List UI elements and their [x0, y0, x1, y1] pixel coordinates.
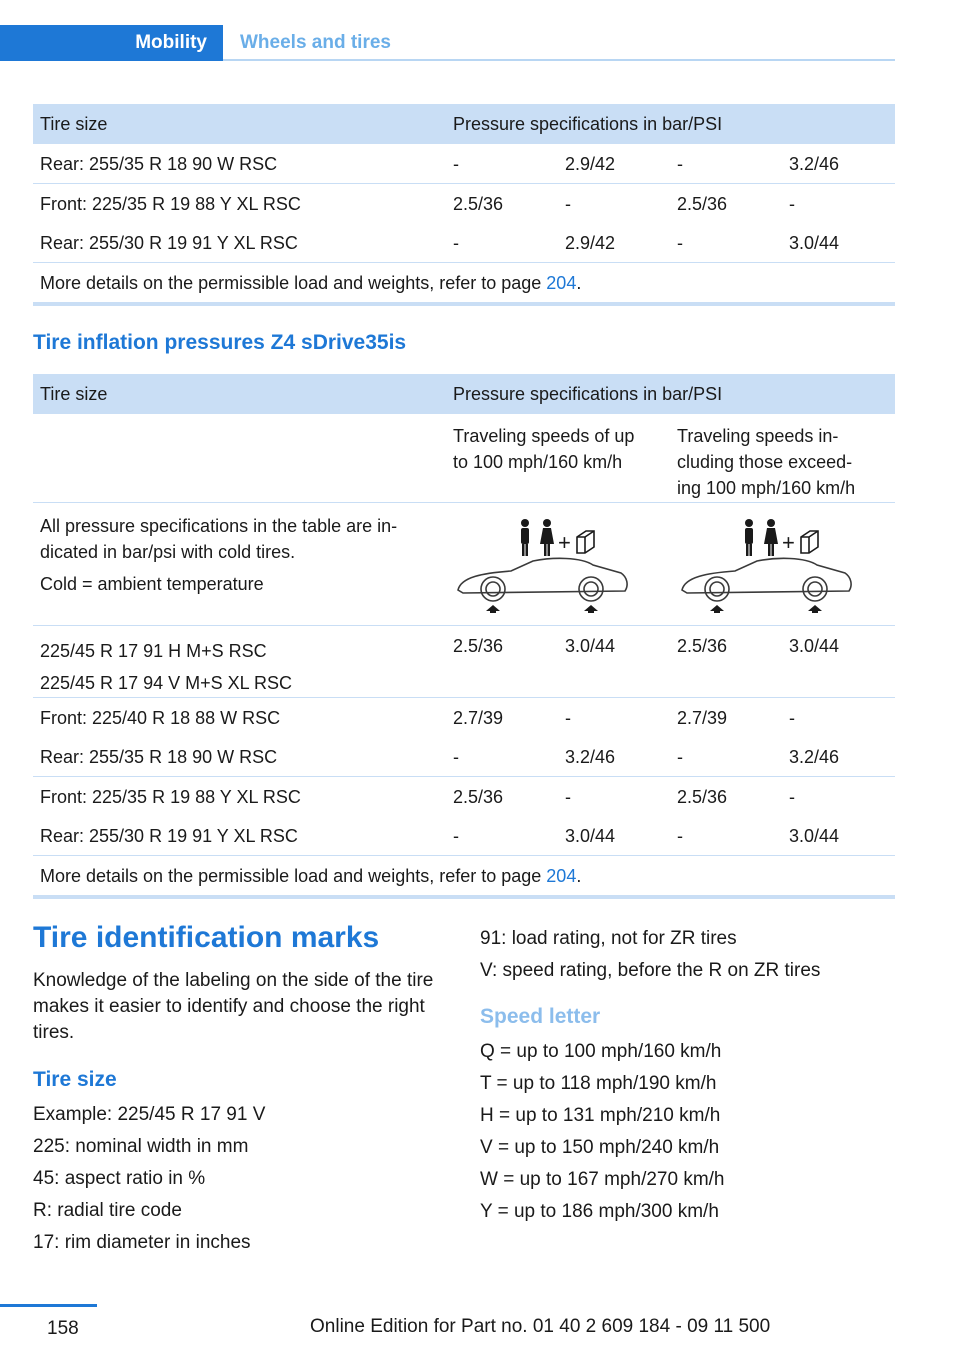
- speed-letter-list: Q = up to 100 mph/160 km/h T = up to 118 mph/190 km/h H = up to 131 mph/210 km/h V = up to 150 mph/240 km/h W = up to 167 mph/270 km/h Y = up to 186 mph/300 km/h: [480, 1041, 725, 1222]
- tire-size-list: Example: 225/45 R 17 91 V 225: nominal width in mm 45: aspect ratio in % R: radial tire code 17: rim diameter in inches: [33, 1104, 266, 1253]
- table-row: [33, 224, 895, 262]
- pressure-cell: 2.5/36: [453, 787, 504, 807]
- pressure-cell: 2.9/42: [565, 154, 616, 174]
- page-number: 158: [47, 1318, 79, 1339]
- header-rule: [223, 59, 895, 61]
- edition-note: Online Edition for Part no. 01 40 2 609 184 - 09 11 500: [310, 1316, 771, 1337]
- tire-size-cell: 225/45 R 17 91 H M+S RSC 225/45 R 17 94 V M+S XL RSC: [40, 641, 292, 693]
- header-pressure: Pressure specifications in bar/PSI: [453, 114, 723, 134]
- table-row: [33, 626, 895, 697]
- pressure-cell: 3.2/46: [565, 747, 616, 767]
- subheading-tire-size: Tire size: [33, 1068, 117, 1091]
- pressure-cell: 3.2/46: [789, 747, 840, 767]
- load-row: [33, 503, 895, 625]
- table-note-row: [33, 263, 895, 303]
- vehicle-load-pictogram: [453, 515, 633, 615]
- pressure-cell: -: [453, 154, 459, 174]
- tire-size-cell: Front: 225/35 R 19 88 Y XL RSC: [40, 787, 301, 807]
- pressure-cell: 3.0/44: [789, 233, 840, 253]
- header-tire-size: Tire size: [40, 384, 108, 404]
- pressure-cell: -: [453, 826, 459, 846]
- pressure-cell: 3.2/46: [789, 154, 840, 174]
- tire-size-cell: Rear: 255/35 R 18 90 W RSC: [40, 747, 278, 767]
- section-heading: Tire identification marks: [33, 921, 380, 954]
- car-with-load-icon: [453, 515, 633, 615]
- header-tire-size: Tire size: [40, 114, 108, 134]
- pressure-cell: -: [565, 194, 571, 214]
- pressure-cell: 2.5/36: [677, 787, 728, 807]
- table-row: [33, 144, 895, 184]
- pressure-cell: -: [677, 233, 683, 253]
- page-link[interactable]: 204: [546, 273, 577, 293]
- pressure-cell: -: [677, 747, 683, 767]
- subheading-speed-letter: Speed letter: [480, 1005, 601, 1028]
- pressure-cell: 3.0/44: [789, 826, 840, 846]
- svg-text:+: +: [782, 530, 795, 555]
- vehicle-load-pictogram: [677, 515, 857, 615]
- table-row: [33, 184, 895, 224]
- table-row: [33, 817, 895, 855]
- table-row: [33, 777, 895, 817]
- pressure-cell: -: [565, 787, 571, 807]
- pressure-cell: 2.5/36: [677, 636, 728, 656]
- table-note: More details on the permissible load and weights, refer to page 204.: [40, 273, 582, 293]
- tire-size-cell: Front: 225/35 R 19 88 Y XL RSC: [40, 194, 301, 214]
- table-note-row: [33, 856, 895, 896]
- table-header-row: [33, 104, 895, 144]
- pressure-cell: 2.5/36: [453, 194, 504, 214]
- pressure-cell: 2.5/36: [677, 194, 728, 214]
- table-header-row: [33, 374, 895, 414]
- speed-header-row: [33, 414, 895, 502]
- pressure-cell: -: [789, 708, 795, 728]
- table-note: More details on the permissible load and weights, refer to page 204.: [40, 866, 582, 886]
- pressure-cell: -: [789, 787, 795, 807]
- section-tab-mobility[interactable]: Mobility: [0, 25, 223, 61]
- cold-tire-note: All pressure specifications in the table are in- dicated in bar/psi with cold tires. Cold = ambient temperature: [40, 516, 398, 594]
- speed-high-label: Traveling speeds in- cluding those exceed- ing 100 mph/160 km/h: [677, 426, 856, 498]
- pressure-cell: 3.0/44: [789, 636, 840, 656]
- pressure-cell: 2.5/36: [453, 636, 504, 656]
- speed-low-label: Traveling speeds of up to 100 mph/160 km/h: [453, 426, 635, 472]
- pressure-cell: -: [565, 708, 571, 728]
- pressure-cell: 3.0/44: [565, 826, 616, 846]
- header-pressure: Pressure specifications in bar/PSI: [453, 384, 723, 404]
- rating-list: 91: load rating, not for ZR tires V: speed rating, before the R on ZR tires: [480, 928, 821, 981]
- pressure-cell: -: [453, 233, 459, 253]
- tire-size-cell: Rear: 255/30 R 19 91 Y XL RSC: [40, 826, 298, 846]
- pressure-cell: -: [789, 194, 795, 214]
- pressure-cell: 3.0/44: [565, 636, 616, 656]
- pressure-cell: -: [453, 747, 459, 767]
- section-tab-wheels-and-tires[interactable]: Wheels and tires: [240, 32, 391, 53]
- table-bottom-rule: [33, 895, 895, 899]
- section-title: Tire inflation pressures Z4 sDrive35is: [33, 331, 407, 354]
- pressure-cell: 2.7/39: [677, 708, 728, 728]
- pressure-cell: 2.9/42: [565, 233, 616, 253]
- tire-size-cell: Front: 225/40 R 18 88 W RSC: [40, 708, 281, 728]
- table-row: [33, 738, 895, 776]
- tire-size-cell: Rear: 255/30 R 19 91 Y XL RSC: [40, 233, 298, 253]
- pressure-cell: 2.7/39: [453, 708, 504, 728]
- pressure-cell: -: [677, 154, 683, 174]
- tire-size-cell: Rear: 255/35 R 18 90 W RSC: [40, 154, 278, 174]
- svg-text:+: +: [558, 530, 571, 555]
- table-row: [33, 698, 895, 738]
- page-link[interactable]: 204: [546, 866, 577, 886]
- footer-rule: [0, 1304, 97, 1307]
- table-bottom-rule: [33, 302, 895, 306]
- pressure-cell: -: [677, 826, 683, 846]
- intro-paragraph: Knowledge of the labeling on the side of the tire makes it easier to identify and choose the right tires.: [33, 970, 434, 1043]
- page-header: [0, 25, 895, 61]
- car-with-load-icon: [677, 515, 857, 615]
